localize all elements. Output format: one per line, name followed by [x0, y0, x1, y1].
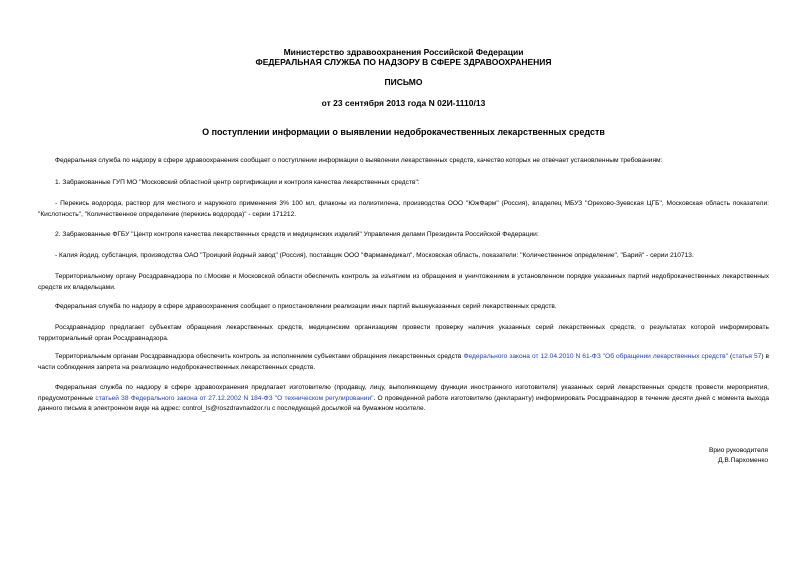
paragraph-10	[38, 383, 769, 415]
article-57-link[interactable]: статья 57	[732, 353, 762, 360]
paragraph-9	[38, 352, 769, 373]
law-184-fz-link[interactable]: статьей 38 Федерального закона от 27.12.2002 N 184-ФЗ "О техническом регулировании"	[95, 394, 374, 402]
signature-name: Д.В.Пархоменко	[718, 457, 768, 464]
paragraph-8-text: Росздравнадзор предлагает субъектам обращения лекарственных средств, медицинским организациям провести проверку наличия указанных серий лекарственных средств, о результатах которой информировать территориальный орган Росздравнадзора.	[38, 324, 769, 342]
paragraph-9-paren-open: (	[729, 353, 733, 360]
law-61-fz-link[interactable]: Федерального закона от 12.04.2010 N 61-ФЗ "Об обращении лекарственных средств"	[463, 353, 728, 360]
paragraph-7	[38, 302, 769, 313]
paragraph-1-text: Федеральная служба по надзору в сфере здравоохранения сообщает о поступлении информации о выявлении лекарственных средств, качество которых не отвечает установленным требованиям:	[55, 157, 663, 164]
ministry-name: Министерство здравоохранения Российской Федерации	[283, 47, 524, 57]
paragraph-4	[38, 230, 769, 241]
paragraph-4-text: 2. Забракованные ФГБУ "Центр контроля качества лекарственных средств и медицинских изделий" Управления делами Президента Российской Федерации:	[55, 231, 539, 238]
signature-position: Врио руководителя	[708, 447, 768, 454]
paragraph-5-text: - Калия йодид, субстанция, производства ОАО "Троицкий йодный завод" (Россия), поставщик ООО "Фармамедикал", Московская область, показатели: "Количественное определение", "Барий" - серии 210713.	[55, 252, 694, 259]
paragraph-1	[38, 156, 769, 167]
paragraph-9-text: Территориальным органам Росздравнадзора обеспечить контроль за исполнением субъектами обращения лекарственных средств	[55, 353, 462, 360]
paragraph-6-text: Территориальному органу Росздравнадзора по г.Москве и Московской области обеспечить контроль за изъятием из обращения и уничтожением в установленном порядке указанных партий недоброкачественных лекарственных средств их владельцами.	[38, 273, 769, 291]
agency-name: ФЕДЕРАЛЬНАЯ СЛУЖБА ПО НАДЗОРУ В СФЕРЕ ЗДРАВООХРАНЕНИЯ	[255, 57, 552, 67]
paragraph-10-text: Федеральная служба по надзору в сфере здравоохранения предлагает изготовителю (продавцу, лицу, выполняющему функции иностранного изготовителя) указанных серий лекарственных средств провести мероприятия, предусмотренные	[38, 384, 769, 402]
paragraph-6	[38, 272, 769, 293]
paragraph-5	[38, 251, 769, 262]
paragraph-3-text: - Перекись водорода, раствор для местного и наружного применения 3% 100 мл, флаконы из полиэтилена, производства ООО "ЮжФарм" (Россия), владелец МБУЗ "Орехово-Зуевская ЦГБ", Московская область показатели: "Кислотность", "Количественное определение (перекись водорода)" - серии 171212.	[38, 200, 769, 218]
paragraph-2-text: 1. Забракованные ГУП МО "Московский областной центр сертификации и контроля качества лекарственных средств":	[55, 179, 420, 186]
document-date-number: от 23 сентября 2013 года N 02И-1110/13	[321, 98, 486, 108]
paragraph-10-tail: . О проведенной работе изготовителю (декларанту) информировать Росздравнадзор в течение десяти дней с момента выхода данного письма в электронном виде на адрес: control_ls@roszdravnadzor.ru с последующей досылкой на бумажном носителе.	[38, 394, 769, 412]
paragraph-8	[38, 323, 769, 344]
paragraph-3	[38, 199, 769, 220]
paragraph-7-text: Федеральная служба по надзору в сфере здравоохранения сообщает о приостановлении реализации иных партий вышеуказанных серий лекарственных средств.	[55, 303, 557, 310]
document-title: О поступлении информации о выявлении недоброкачественных лекарственных средств	[202, 127, 605, 137]
paragraph-9-tail: ) в части соблюдения запрета на реализацию недоброкачественных лекарственных средств.	[38, 353, 770, 371]
paragraph-2	[38, 178, 769, 189]
document-type: ПИСЬМО	[384, 77, 423, 87]
